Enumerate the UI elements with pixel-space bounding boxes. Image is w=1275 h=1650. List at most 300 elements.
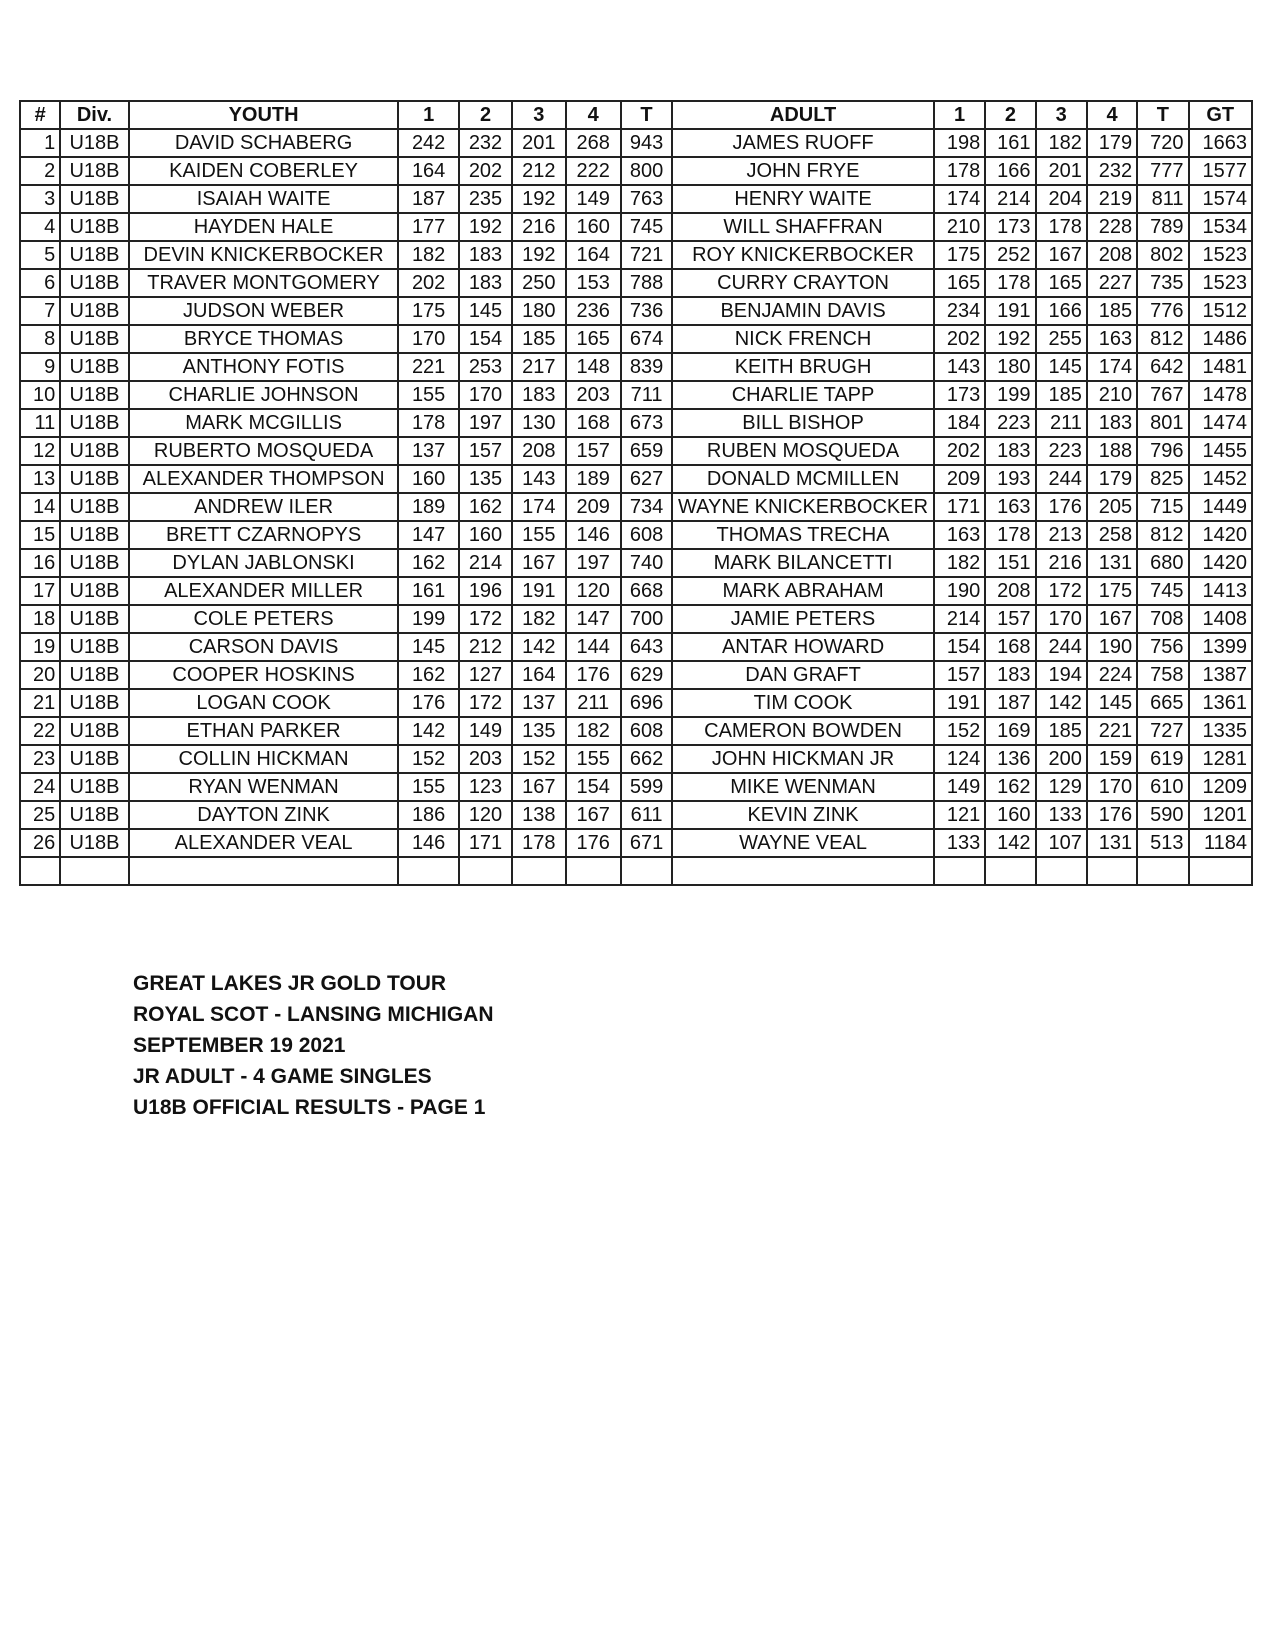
table-row [20, 465, 1252, 493]
table-cell: 202 [934, 437, 985, 465]
table-cell: U18B [60, 241, 128, 269]
column-header: 2 [459, 101, 512, 129]
table-cell [129, 857, 399, 885]
table-cell: 178 [934, 157, 985, 185]
table-cell: 1449 [1189, 493, 1253, 521]
table-cell: 745 [621, 213, 672, 241]
table-row [20, 633, 1252, 661]
table-cell: 178 [512, 829, 565, 857]
table-cell: HENRY WAITE [672, 185, 934, 213]
table-cell: 165 [566, 325, 621, 353]
table-cell: 136 [985, 745, 1035, 773]
table-cell: 1420 [1189, 521, 1253, 549]
table-cell [621, 857, 672, 885]
table-cell: MARK BILANCETTI [672, 549, 934, 577]
table-cell: 171 [934, 493, 985, 521]
table-cell: U18B [60, 829, 128, 857]
table-cell: 17 [20, 577, 60, 605]
table-cell: 253 [459, 353, 512, 381]
table-cell: 796 [1137, 437, 1188, 465]
table-row [20, 129, 1252, 157]
column-header: 4 [566, 101, 621, 129]
table-cell: 169 [985, 717, 1035, 745]
table-cell: 151 [985, 549, 1035, 577]
table-cell: 1478 [1189, 381, 1253, 409]
table-cell: 176 [566, 829, 621, 857]
table-cell: 629 [621, 661, 672, 689]
table-cell: 174 [934, 185, 985, 213]
footer-notes [133, 968, 494, 1123]
table-cell: 198 [934, 129, 985, 157]
table-cell: 147 [566, 605, 621, 633]
table-cell: 1361 [1189, 689, 1253, 717]
table-cell: 142 [398, 717, 458, 745]
table-cell: 214 [459, 549, 512, 577]
table-cell: 155 [512, 521, 565, 549]
table-cell: CHARLIE JOHNSON [129, 381, 399, 409]
table-cell: TIM COOK [672, 689, 934, 717]
table-cell: 129 [1036, 773, 1087, 801]
table-cell: U18B [60, 773, 128, 801]
table-cell: 107 [1036, 829, 1087, 857]
table-cell: 210 [1087, 381, 1137, 409]
table-cell: 143 [934, 353, 985, 381]
table-cell: 214 [934, 605, 985, 633]
table-row [20, 801, 1252, 829]
table-cell: RYAN WENMAN [129, 773, 399, 801]
table-cell: ROY KNICKERBOCKER [672, 241, 934, 269]
table-cell: KEVIN ZINK [672, 801, 934, 829]
table-cell: 144 [566, 633, 621, 661]
table-cell: 184 [934, 409, 985, 437]
table-cell: 208 [1087, 241, 1137, 269]
table-cell: 157 [934, 661, 985, 689]
column-header: 1 [398, 101, 458, 129]
table-cell: COLE PETERS [129, 605, 399, 633]
table-cell: 190 [934, 577, 985, 605]
results-table [19, 100, 1253, 886]
table-cell: DAVID SCHABERG [129, 129, 399, 157]
table-cell: KEITH BRUGH [672, 353, 934, 381]
table-cell: 1408 [1189, 605, 1253, 633]
table-cell: 25 [20, 801, 60, 829]
table-cell: U18B [60, 801, 128, 829]
table-cell: 209 [934, 465, 985, 493]
table-cell: 1577 [1189, 157, 1253, 185]
table-cell: 708 [1137, 605, 1188, 633]
table-cell: 161 [985, 129, 1035, 157]
table-cell: 4 [20, 213, 60, 241]
table-cell: JOHN FRYE [672, 157, 934, 185]
table-cell: 5 [20, 241, 60, 269]
table-cell: 234 [934, 297, 985, 325]
column-header: 2 [985, 101, 1035, 129]
table-cell [566, 857, 621, 885]
table-cell: 124 [934, 745, 985, 773]
table-cell: 191 [985, 297, 1035, 325]
table-cell: 190 [1087, 633, 1137, 661]
table-cell [1087, 857, 1137, 885]
table-cell: 189 [566, 465, 621, 493]
table-cell: 216 [512, 213, 565, 241]
table-cell: 11 [20, 409, 60, 437]
table-row [20, 297, 1252, 325]
table-cell: ANDREW ILER [129, 493, 399, 521]
table-cell: LOGAN COOK [129, 689, 399, 717]
table-cell: 183 [985, 661, 1035, 689]
table-cell: 611 [621, 801, 672, 829]
table-cell: 1574 [1189, 185, 1253, 213]
table-cell: 24 [20, 773, 60, 801]
table-cell: 736 [621, 297, 672, 325]
table-cell: BRYCE THOMAS [129, 325, 399, 353]
table-cell: 152 [512, 745, 565, 773]
table-cell: U18B [60, 465, 128, 493]
table-cell: 16 [20, 549, 60, 577]
table-cell: JOHN HICKMAN JR [672, 745, 934, 773]
table-cell: 214 [985, 185, 1035, 213]
table-cell: 185 [1036, 717, 1087, 745]
table-cell: 170 [1087, 773, 1137, 801]
table-cell: 208 [512, 437, 565, 465]
table-cell: 160 [566, 213, 621, 241]
table-cell: 145 [1087, 689, 1137, 717]
table-cell: U18B [60, 269, 128, 297]
table-cell: 157 [459, 437, 512, 465]
table-cell: 166 [1036, 297, 1087, 325]
table-cell: 199 [398, 605, 458, 633]
table-cell: 142 [985, 829, 1035, 857]
table-body [20, 129, 1252, 885]
table-cell: U18B [60, 325, 128, 353]
table-cell: 211 [1036, 409, 1087, 437]
table-cell: 170 [398, 325, 458, 353]
table-cell: 212 [459, 633, 512, 661]
table-cell: 727 [1137, 717, 1188, 745]
table-row [20, 269, 1252, 297]
table-row [20, 745, 1252, 773]
table-cell [1137, 857, 1188, 885]
table-cell: 224 [1087, 661, 1137, 689]
table-cell: U18B [60, 185, 128, 213]
table-cell: U18B [60, 157, 128, 185]
table-cell: 174 [1087, 353, 1137, 381]
table-cell: 608 [621, 521, 672, 549]
table-cell: HAYDEN HALE [129, 213, 399, 241]
table-cell: JUDSON WEBER [129, 297, 399, 325]
table-cell [60, 857, 128, 885]
table-cell: 200 [1036, 745, 1087, 773]
table-cell: 180 [985, 353, 1035, 381]
table-cell: 182 [1036, 129, 1087, 157]
table-cell: U18B [60, 521, 128, 549]
table-cell: 183 [459, 269, 512, 297]
table-cell: 178 [985, 521, 1035, 549]
table-cell: 715 [1137, 493, 1188, 521]
table-cell: 162 [985, 773, 1035, 801]
table-cell: WAYNE KNICKERBOCKER [672, 493, 934, 521]
table-cell: 252 [985, 241, 1035, 269]
table-cell: 138 [512, 801, 565, 829]
table-cell [20, 857, 60, 885]
table-cell: 22 [20, 717, 60, 745]
column-header: 1 [934, 101, 985, 129]
table-cell: 162 [398, 661, 458, 689]
table-cell [672, 857, 934, 885]
table-cell: 222 [566, 157, 621, 185]
table-cell: 168 [566, 409, 621, 437]
table-cell: 221 [398, 353, 458, 381]
table-cell: 146 [398, 829, 458, 857]
table-cell: DONALD MCMILLEN [672, 465, 934, 493]
table-cell: 1184 [1189, 829, 1253, 857]
table-cell: 159 [1087, 745, 1137, 773]
column-header: 4 [1087, 101, 1137, 129]
table-cell: 154 [934, 633, 985, 661]
table-cell: 839 [621, 353, 672, 381]
table-cell: 212 [512, 157, 565, 185]
table-cell: 191 [934, 689, 985, 717]
table-cell: 186 [398, 801, 458, 829]
table-cell: 1486 [1189, 325, 1253, 353]
table-cell: U18B [60, 717, 128, 745]
table-cell: 162 [459, 493, 512, 521]
table-cell: 165 [934, 269, 985, 297]
table-cell: 185 [512, 325, 565, 353]
table-cell: ANTAR HOWARD [672, 633, 934, 661]
table-cell: 777 [1137, 157, 1188, 185]
table-row [20, 493, 1252, 521]
table-cell: 513 [1137, 829, 1188, 857]
venue: ROYAL SCOT - LANSING MICHIGAN [133, 1003, 494, 1026]
table-cell: 180 [512, 297, 565, 325]
table-cell: 1481 [1189, 353, 1253, 381]
table-cell: 1663 [1189, 129, 1253, 157]
table-row [20, 857, 1252, 885]
table-cell: 179 [1087, 465, 1137, 493]
table-cell: 149 [459, 717, 512, 745]
table-cell: 187 [398, 185, 458, 213]
table-cell: 720 [1137, 129, 1188, 157]
table-cell: 665 [1137, 689, 1188, 717]
table-cell: 164 [512, 661, 565, 689]
table-row [20, 717, 1252, 745]
table-cell: 13 [20, 465, 60, 493]
table-cell: 183 [985, 437, 1035, 465]
table-cell: 172 [459, 689, 512, 717]
table-cell: U18B [60, 381, 128, 409]
table-cell: 175 [1087, 577, 1137, 605]
table-cell: 721 [621, 241, 672, 269]
table-cell: 680 [1137, 549, 1188, 577]
table-cell: 825 [1137, 465, 1188, 493]
table-cell: 164 [566, 241, 621, 269]
table-row [20, 773, 1252, 801]
table-cell: 152 [934, 717, 985, 745]
table-cell: U18B [60, 577, 128, 605]
table-cell: 216 [1036, 549, 1087, 577]
table-cell: 9 [20, 353, 60, 381]
table-cell: 236 [566, 297, 621, 325]
table-cell: 167 [512, 549, 565, 577]
table-cell: 155 [398, 381, 458, 409]
table-cell: 767 [1137, 381, 1188, 409]
table-cell: 1281 [1189, 745, 1253, 773]
table-cell: 147 [398, 521, 458, 549]
table-cell: 15 [20, 521, 60, 549]
table-cell: 189 [398, 493, 458, 521]
table-row [20, 437, 1252, 465]
table-cell: 168 [985, 633, 1035, 661]
table-cell: ALEXANDER THOMPSON [129, 465, 399, 493]
table-cell: U18B [60, 437, 128, 465]
table-cell: 145 [1036, 353, 1087, 381]
table-cell: 1452 [1189, 465, 1253, 493]
event-type: JR ADULT - 4 GAME SINGLES [133, 1065, 432, 1088]
table-cell: 1512 [1189, 297, 1253, 325]
table-cell: 244 [1036, 633, 1087, 661]
column-header: YOUTH [129, 101, 399, 129]
table-cell: 163 [934, 521, 985, 549]
table-cell: 643 [621, 633, 672, 661]
table-row [20, 185, 1252, 213]
table-cell: 21 [20, 689, 60, 717]
table-cell: 203 [459, 745, 512, 773]
table-cell: 191 [512, 577, 565, 605]
table-cell: 188 [1087, 437, 1137, 465]
table-cell: 255 [1036, 325, 1087, 353]
table-cell: 213 [1036, 521, 1087, 549]
table-cell: U18B [60, 129, 128, 157]
table-cell: 1 [20, 129, 60, 157]
table-cell: 154 [566, 773, 621, 801]
table-cell: 176 [1036, 493, 1087, 521]
table-cell: ISAIAH WAITE [129, 185, 399, 213]
table-cell: 172 [1036, 577, 1087, 605]
table-cell: 167 [512, 773, 565, 801]
table-cell: 146 [566, 521, 621, 549]
table-cell: 7 [20, 297, 60, 325]
table-cell: 10 [20, 381, 60, 409]
table-cell: 178 [985, 269, 1035, 297]
table-cell: 735 [1137, 269, 1188, 297]
table-cell: 137 [398, 437, 458, 465]
table-cell: 734 [621, 493, 672, 521]
table-cell: 149 [566, 185, 621, 213]
table-cell: 23 [20, 745, 60, 773]
table-cell: COOPER HOSKINS [129, 661, 399, 689]
table-cell: 178 [1036, 213, 1087, 241]
table-cell: 203 [566, 381, 621, 409]
table-cell: 183 [512, 381, 565, 409]
table-cell: 258 [1087, 521, 1137, 549]
table-cell: 696 [621, 689, 672, 717]
table-cell: 219 [1087, 185, 1137, 213]
table-cell: 193 [985, 465, 1035, 493]
table-cell: THOMAS TRECHA [672, 521, 934, 549]
table-cell: 673 [621, 409, 672, 437]
table-cell: TRAVER MONTGOMERY [129, 269, 399, 297]
table-cell: 812 [1137, 521, 1188, 549]
table-row [20, 157, 1252, 185]
table-cell: 610 [1137, 773, 1188, 801]
table-cell: U18B [60, 493, 128, 521]
table-cell: 608 [621, 717, 672, 745]
table-cell: 182 [398, 241, 458, 269]
table-cell: 145 [459, 297, 512, 325]
table-cell: 160 [398, 465, 458, 493]
column-header: ADULT [672, 101, 934, 129]
table-cell: 163 [1087, 325, 1137, 353]
table-cell: 1201 [1189, 801, 1253, 829]
table-row [20, 409, 1252, 437]
table-cell: 8 [20, 325, 60, 353]
table-cell: 659 [621, 437, 672, 465]
table-cell: 14 [20, 493, 60, 521]
table-cell: 121 [934, 801, 985, 829]
table-row [20, 325, 1252, 353]
table-cell: 194 [1036, 661, 1087, 689]
table-cell: 173 [985, 213, 1035, 241]
table-cell: 228 [1087, 213, 1137, 241]
table-cell: 642 [1137, 353, 1188, 381]
table-cell: 175 [934, 241, 985, 269]
table-cell: DAN GRAFT [672, 661, 934, 689]
table-cell: U18B [60, 213, 128, 241]
table-cell: 183 [459, 241, 512, 269]
table-cell: 789 [1137, 213, 1188, 241]
table-row [20, 353, 1252, 381]
table-cell: 131 [1087, 549, 1137, 577]
table-cell: 1387 [1189, 661, 1253, 689]
table-cell: 3 [20, 185, 60, 213]
table-cell: 187 [985, 689, 1035, 717]
table-cell: 232 [1087, 157, 1137, 185]
table-cell: 127 [459, 661, 512, 689]
table-row [20, 521, 1252, 549]
table-cell: 211 [566, 689, 621, 717]
table-cell: 619 [1137, 745, 1188, 773]
table-row [20, 577, 1252, 605]
table-cell: MIKE WENMAN [672, 773, 934, 801]
table-row [20, 241, 1252, 269]
table-cell: ETHAN PARKER [129, 717, 399, 745]
table-cell: 183 [1087, 409, 1137, 437]
table-cell: 1474 [1189, 409, 1253, 437]
table-cell: 674 [621, 325, 672, 353]
table-cell: 182 [512, 605, 565, 633]
table-cell: 170 [459, 381, 512, 409]
table-cell: 227 [1087, 269, 1137, 297]
table-cell: 223 [1036, 437, 1087, 465]
table-cell: 1413 [1189, 577, 1253, 605]
table-cell: 745 [1137, 577, 1188, 605]
table-cell: 202 [934, 325, 985, 353]
table-cell: 176 [566, 661, 621, 689]
table-cell: 711 [621, 381, 672, 409]
table-cell: 143 [512, 465, 565, 493]
table-cell: 142 [512, 633, 565, 661]
table-cell: 179 [1087, 129, 1137, 157]
table-cell: 155 [398, 773, 458, 801]
table-cell: CURRY CRAYTON [672, 269, 934, 297]
table-cell [1036, 857, 1087, 885]
table-cell [1189, 857, 1253, 885]
table-cell: 811 [1137, 185, 1188, 213]
table-cell: 177 [398, 213, 458, 241]
table-row [20, 661, 1252, 689]
table-cell: 160 [985, 801, 1035, 829]
